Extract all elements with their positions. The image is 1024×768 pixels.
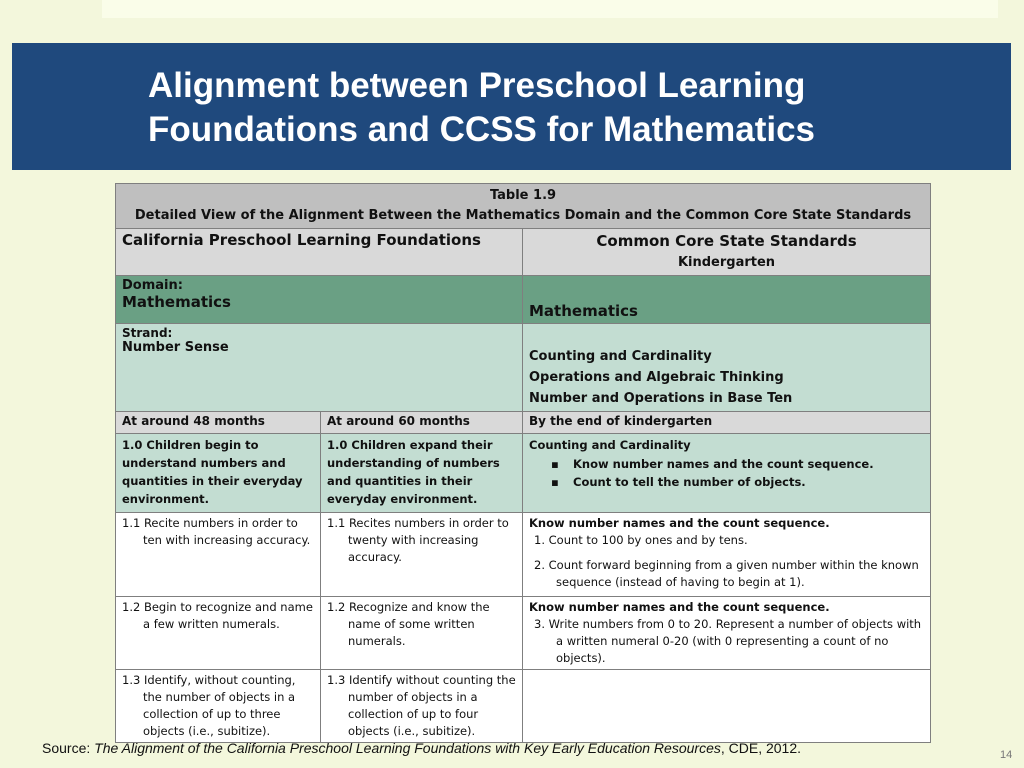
row3-col48: 1.3 Identify, without counting, the number of objects in a collection of up to three objects (i.e., subitize). (116, 670, 321, 743)
title-line-2: Foundations and CCSS for Mathematics (148, 110, 815, 149)
table-row (116, 670, 931, 743)
source-suffix: , CDE, 2012. (720, 740, 802, 756)
row2-col48: 1.2 Begin to recognize and name a few written numerals. (116, 597, 321, 670)
foundation-ccss-list (529, 455, 924, 491)
foundation-60: 1.0 Children expand their understanding of numbers and quantities in their everyday environment. (321, 434, 523, 513)
alignment-table (115, 183, 931, 743)
source-citation (42, 740, 801, 756)
row1-col60: 1.1 Recites numbers in order to twenty with increasing accuracy. (321, 513, 523, 597)
row3-ccss-cell (523, 670, 931, 743)
domain-ccss: Mathematics (523, 276, 931, 324)
strand-row (116, 324, 931, 412)
domain-label: Domain: (122, 278, 183, 293)
foundation-ccss-cell (523, 434, 931, 513)
strand-ccss-item: Number and Operations in Base Ten (529, 391, 793, 406)
top-strip (102, 0, 998, 18)
row2-ccss-cell (523, 597, 931, 670)
strand-value: Number Sense (122, 340, 229, 355)
domain-cell (116, 276, 523, 324)
list-item: 1. Count to 100 by ones and by tens. (534, 533, 748, 547)
row2-ccss-list (529, 616, 924, 667)
strand-cell (116, 324, 523, 412)
row1-ccss-title: Know number names and the count sequence. (529, 516, 830, 530)
list-item: 3. Write numbers from 0 to 20. Represent a number of objects with a written numeral 0-20 (with 0 representing a count of no objects). (534, 617, 922, 665)
table-caption (116, 184, 931, 229)
strand-ccss-item: Counting and Cardinality (529, 349, 712, 364)
table-row (116, 513, 931, 597)
strand-ccss-cell (523, 324, 931, 412)
age-header-48: At around 48 months (116, 412, 321, 434)
source-title: The Alignment of the California Preschool Learning Foundations with Key Early Education Resources (94, 740, 721, 756)
caption-line-2: Detailed View of the Alignment Between the Mathematics Domain and the Common Core State Standards (134, 208, 912, 223)
foundation-48: 1.0 Children begin to understand numbers and quantities in their everyday environment. (116, 434, 321, 513)
row1-col48: 1.1 Recite numbers in order to ten with increasing accuracy. (116, 513, 321, 597)
column-headers-row (116, 229, 931, 276)
age-header-60: At around 60 months (321, 412, 523, 434)
page-number: 14 (1000, 749, 1013, 761)
age-header-kindergarten: By the end of kindergarten (523, 412, 931, 434)
row2-col60: 1.2 Recognize and know the name of some written numerals. (321, 597, 523, 670)
slide-title (148, 64, 988, 152)
right-header: Common Core State Standards (596, 232, 857, 250)
source-prefix: Source: (42, 740, 95, 756)
list-item: 2. Count forward beginning from a given number within the known sequence (instead of having to begin at 1). (534, 558, 919, 589)
right-header-cell (523, 229, 931, 276)
row1-ccss-list (529, 532, 924, 591)
foundation-ccss-title: Counting and Cardinality (529, 438, 691, 452)
list-item: ▪ Count to tell the number of objects. (529, 473, 924, 491)
title-line-1: Alignment between Preschool Learning (148, 66, 806, 105)
right-subheader: Kindergarten (677, 255, 776, 270)
table-caption-row (116, 184, 931, 229)
row1-ccss-cell (523, 513, 931, 597)
foundation-row (116, 434, 931, 513)
strand-ccss-item: Operations and Algebraic Thinking (529, 370, 784, 385)
domain-value: Mathematics (122, 293, 231, 311)
list-item: ▪ Know number names and the count sequence. (529, 455, 924, 473)
caption-line-1: Table 1.9 (489, 188, 557, 203)
table-row (116, 597, 931, 670)
strand-label: Strand: (122, 326, 173, 340)
age-headers-row (116, 412, 931, 434)
row3-col60: 1.3 Identify without counting the number of objects in a collection of up to four objects (i.e., subitize). (321, 670, 523, 743)
domain-row (116, 276, 931, 324)
row2-ccss-title: Know number names and the count sequence. (529, 600, 830, 614)
left-header: California Preschool Learning Foundations (116, 229, 523, 276)
